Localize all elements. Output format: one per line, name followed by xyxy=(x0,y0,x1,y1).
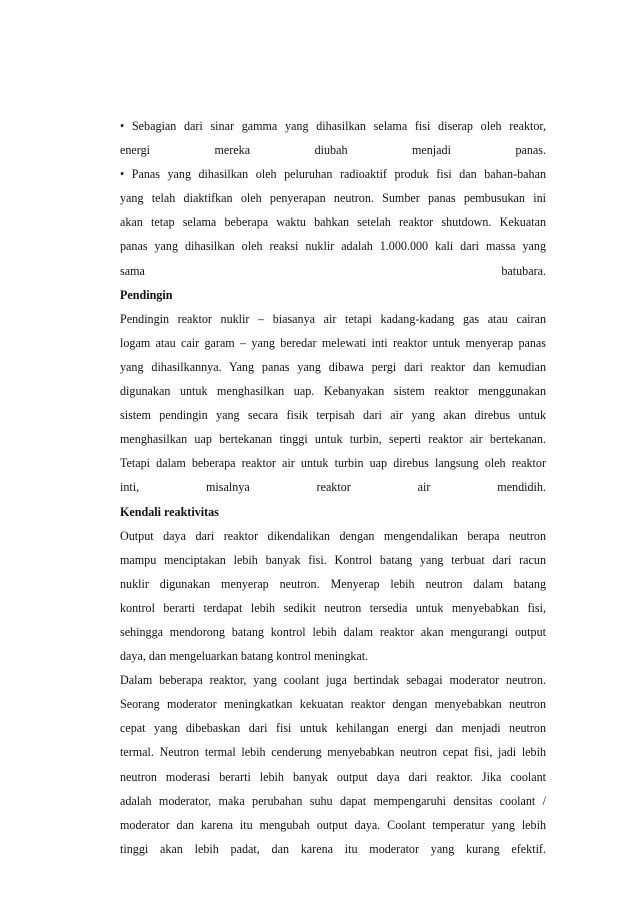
text-line: moderator dan karena itu mengubah output daya. Coolant temperatur yang lebih xyxy=(120,817,546,832)
text-line: akan tetap selama beberapa waktu bahkan setelah reaktor shutdown. Kekuatan xyxy=(120,215,546,230)
text-line: sama batubara. xyxy=(120,263,546,278)
text-line: menghasilkan uap bertekanan tinggi untuk turbin, seperti reaktor air bertekanan. xyxy=(120,432,546,447)
text-line: energi mereka diubah menjadi panas. xyxy=(120,143,546,158)
text-line: sistem pendingin yang secara fisik terpisah dari air yang akan direbus untuk xyxy=(120,408,546,423)
text-line: cepat yang dibebaskan dari fisi untuk kehilangan energi dan menjadi neutron xyxy=(120,721,546,736)
text-line: kontrol berarti terdapat lebih sedikit neutron tersedia untuk menyebabkan fisi, xyxy=(120,600,546,615)
text-line: • Sebagian dari sinar gamma yang dihasilkan selama fisi diserap oleh reaktor, xyxy=(120,119,546,133)
text-line: Seorang moderator meningkatkan kekuatan reaktor dengan menyebabkan neutron xyxy=(120,697,546,712)
text-line: Tetapi dalam beberapa reaktor air untuk turbin uap direbus langsung oleh reaktor xyxy=(120,456,546,471)
text-line: Output daya dari reaktor dikendalikan dengan mengendalikan berapa neutron xyxy=(120,528,546,543)
text-line: inti, misalnya reaktor air mendidih. xyxy=(120,480,546,495)
text-line: logam atau cair garam – yang beredar melewati inti reaktor untuk menyerap panas xyxy=(120,335,546,350)
text-line: tinggi akan lebih padat, dan karena itu moderator yang kurang efektif. xyxy=(120,841,546,856)
text-line: termal. Neutron termal lebih cenderung menyebabkan neutron cepat fisi, jadi lebih xyxy=(120,745,546,760)
text-line: Dalam beberapa reaktor, yang coolant juga bertindak sebagai moderator neutron. xyxy=(120,673,546,688)
text-line: yang telah diaktifkan oleh penyerapan neutron. Sumber panas pembusukan ini xyxy=(120,191,546,206)
text-line: digunakan untuk menghasilkan uap. Kebanyakan sistem reaktor menggunakan xyxy=(120,384,546,399)
text-line: neutron moderasi berarti lebih banyak output daya dari reaktor. Jika coolant xyxy=(120,769,546,784)
section-heading: Kendali reaktivitas xyxy=(120,504,219,519)
document-page xyxy=(120,114,546,861)
section-heading: Pendingin xyxy=(120,287,173,302)
text-line: Pendingin reaktor nuklir – biasanya air tetapi kadang-kadang gas atau cairan xyxy=(120,311,546,326)
text-line: mampu menciptakan lebih banyak fisi. Kontrol batang yang terbuat dari racun xyxy=(120,552,546,567)
text-line: nuklir digunakan menyerap neutron. Menyerap lebih neutron dalam batang xyxy=(120,576,546,591)
text-line: daya, dan mengeluarkan batang kontrol meningkat. xyxy=(120,649,369,664)
text-line: yang dihasilkannya. Yang panas yang dibawa pergi dari reaktor dan kemudian xyxy=(120,359,546,374)
text-line: • Panas yang dihasilkan oleh peluruhan radioaktif produk fisi dan bahan-bahan xyxy=(120,167,546,182)
text-line: sehingga mendorong batang kontrol lebih dalam reaktor akan mengurangi output xyxy=(120,624,546,639)
text-line: panas yang dihasilkan oleh reaksi nuklir adalah 1.000.000 kali dari massa yang xyxy=(120,239,546,254)
text-line: adalah moderator, maka perubahan suhu dapat mempengaruhi densitas coolant / xyxy=(120,793,546,808)
